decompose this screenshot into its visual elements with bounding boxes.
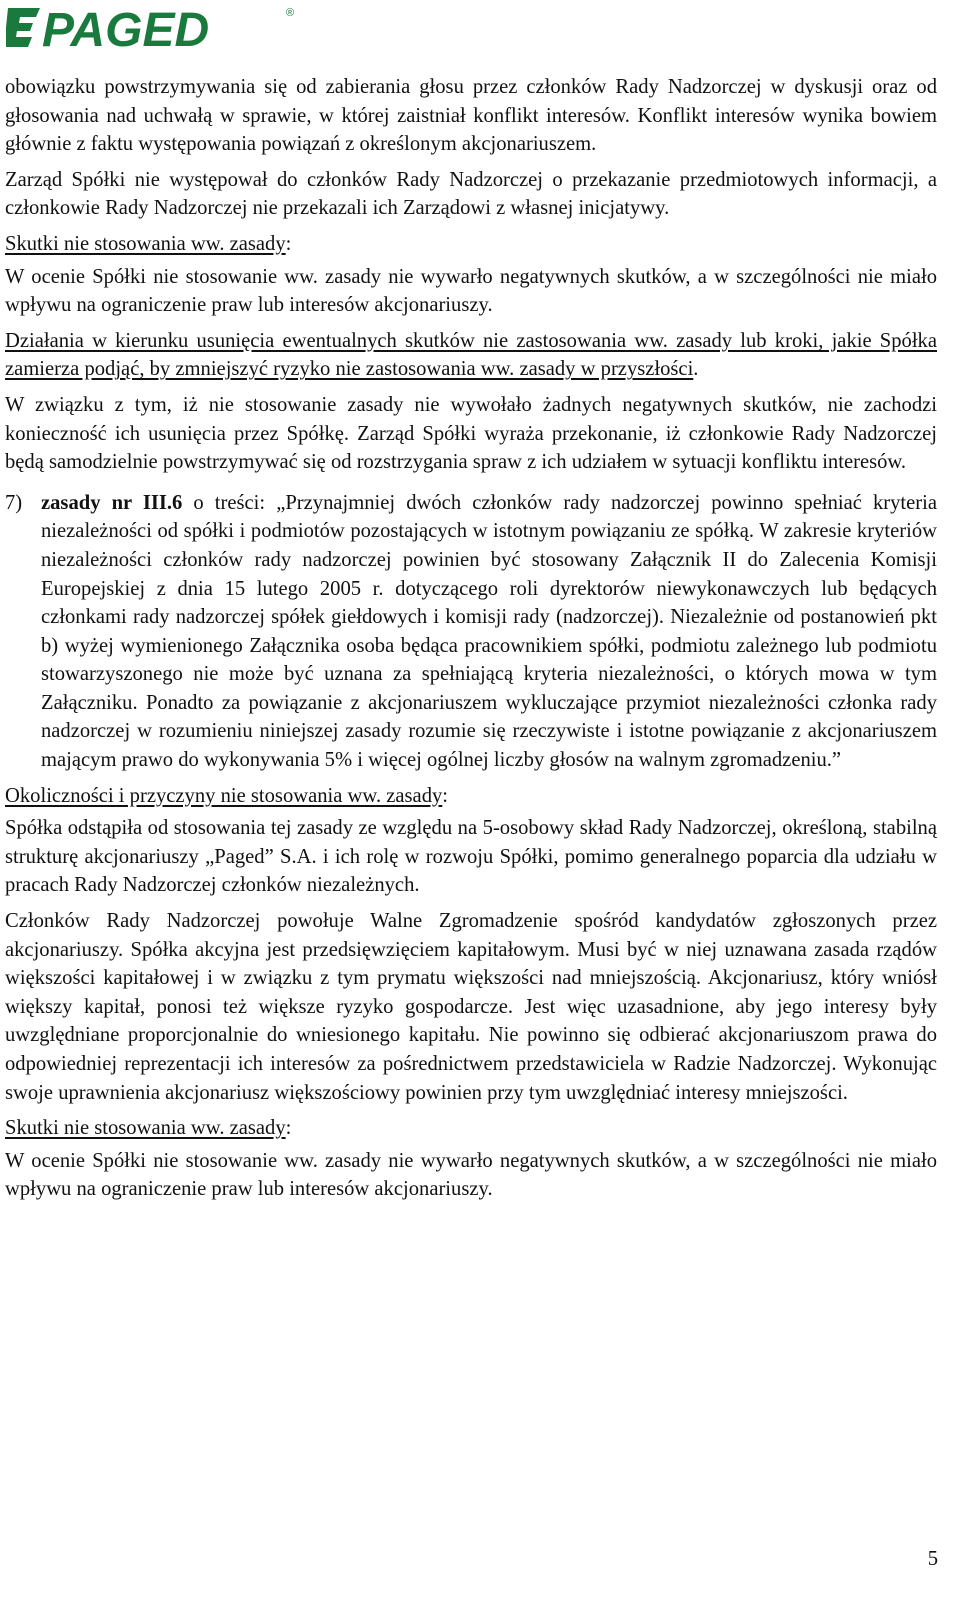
section-heading: Okoliczności i przyczyny nie stosowania ww. zasady: — [5, 784, 449, 807]
rule-label: zasady nr III.6 — [41, 491, 183, 514]
section-heading: Skutki nie stosowania ww. zasady: — [5, 232, 292, 255]
paragraph: Członków Rady Nadzorczej powołuje Walne Zgromadzenie spośród kandydatów zgłoszonych przez akcjonariuszy. Spółka akcyjna jest przedsięwzięciem kapitałowym. Musi być w niej uznawana zasada rządów większości kapitałowej i w związku z tym prymatu większości nad mniejszością. Akcjonariusz, który wniósł większy kapitał, ponosi też większe ryzyko gospodarcze. Jest więc uzasadnione, aby jego interesy były uwzględniane proporcjonalnie do wniesionego kapitału. Nie powinno się odbierać akcjonariuszom prawa do odpowiedniej reprezentacji ich interesów za pośrednictwem przedstawiciela w Radzie Nadzorczej. Wykonując swoje uprawnienia akcjonariusz większościowy powinien przy tym uwzględniać interesy mniejszości. — [5, 910, 937, 1104]
paragraph: obowiązku powstrzymywania się od zabierania głosu przez członków Rady Nadzorczej w dyskusji oraz od głosowania nad uchwałą w sprawie, w której zaistniał konflikt interesów. Konflikt interesów wynika bowiem głównie z faktu występowania powiązań z określonym akcjonariuszem. — [5, 76, 937, 156]
list-item-7 — [5, 489, 937, 775]
paragraph: W ocenie Spółki nie stosowanie ww. zasady nie wywarło negatywnych skutków, a w szczególności nie miało wpływu na ograniczenie praw lub interesów akcjonariuszy. — [5, 265, 937, 317]
registered-mark: ® — [286, 7, 295, 19]
paragraph: Zarząd Spółki nie występował do członków Rady Nadzorczej o przekazanie przedmiotowych informacji, a członkowie Rady Nadzorczej nie przekazali ich Zarządowi z własnej inicjatywy. — [5, 168, 937, 220]
paragraph: W związku z tym, iż nie stosowanie zasady nie wywołało żadnych negatywnych skutków, nie zachodzi konieczność ich usunięcia przez Spółkę. Zarząd Spółki wyraża przekonanie, iż członkowie Rady Nadzorczej będą samodzielnie powstrzymywać się od rozstrzygania spraw z ich udziałem w sytuacji konfliktu interesów. — [5, 393, 937, 474]
page-number: 5 — [927, 1548, 938, 1570]
section-heading-text: Działania w kierunku usunięcia ewentualnych skutków nie zastosowania ww. zasady lub kroki, jakie Spółka zamierza podjąć, by zmniejszyć ryzyko nie zastosowania ww. zasady w przyszłości — [5, 329, 937, 381]
section-heading: Działania w kierunku usunięcia ewentualnych skutków nie zastosowania ww. zasady lub kroki, jakie Spółka zamierza podjąć, by zmniejszyć ryzyko nie zastosowania ww. zasady w przyszłości. — [5, 329, 937, 381]
paged-logo — [6, 2, 296, 52]
rule-text: o treści: „Przynajmniej dwóch członków rady nadzorczej powinno spełniać kryteria niezależności od spółki i podmiotów pozostających w istotnym powiązaniu ze spółką. W zakresie kryteriów niezależności członków rady nadzorczej powinien być stosowany Załącznik II do Zalecenia Komisji Europejskiej z dnia 15 lutego 2005 r. dotyczącego roli dyrektorów niewykonawczych lub będących członkami rady nadzorczej spółek giełdowych i komisji rady (nadzorczej). Niezależnie od postanowień pkt b) wyżej wymienionego Załącznika osoba będąca pracownikiem spółki, podmiotu zależnego lub podmiotu stowarzyszonego nie może być uznana za spełniającą kryteria niezależności, o których mowa w tym Załączniku. Ponadto za powiązanie z akcjonariuszem wykluczające przymiot niezależności członka rady nadzorczej w rozumieniu niniejszej zasady rozumie się rzeczywiste i istotne powiązanie z akcjonariuszem mającym prawo do wykonywania 5% i więcej ogólnej liczby głosów na walnym zgromadzeniu.” — [41, 491, 937, 772]
logo-text: PAGED — [42, 4, 210, 52]
paged-logo-mark — [6, 2, 296, 52]
section-heading-text: Skutki nie stosowania ww. zasady — [5, 232, 286, 255]
section-heading: Skutki nie stosowania ww. zasady: — [5, 1117, 292, 1140]
paragraph: Spółka odstąpiła od stosowania tej zasady ze względu na 5-osobowy skład Rady Nadzorczej, określoną, stabilną strukturę akcjonariuszy „Paged” S.A. i ich rolę w rozwoju Spółki, pomimo generalnego poparcia dla udziału w pracach Rady Nadzorczej członków niezależnych. — [5, 817, 937, 897]
list-number: 7) — [5, 491, 23, 514]
document-body — [5, 73, 937, 1211]
section-heading-text: Okoliczności i przyczyny nie stosowania ww. zasady — [5, 784, 443, 807]
paragraph: W ocenie Spółki nie stosowanie ww. zasady nie wywarło negatywnych skutków, a w szczególności nie miało wpływu na ograniczenie praw lub interesów akcjonariuszy. — [5, 1149, 937, 1201]
section-heading-text: Skutki nie stosowania ww. zasady — [5, 1117, 286, 1140]
